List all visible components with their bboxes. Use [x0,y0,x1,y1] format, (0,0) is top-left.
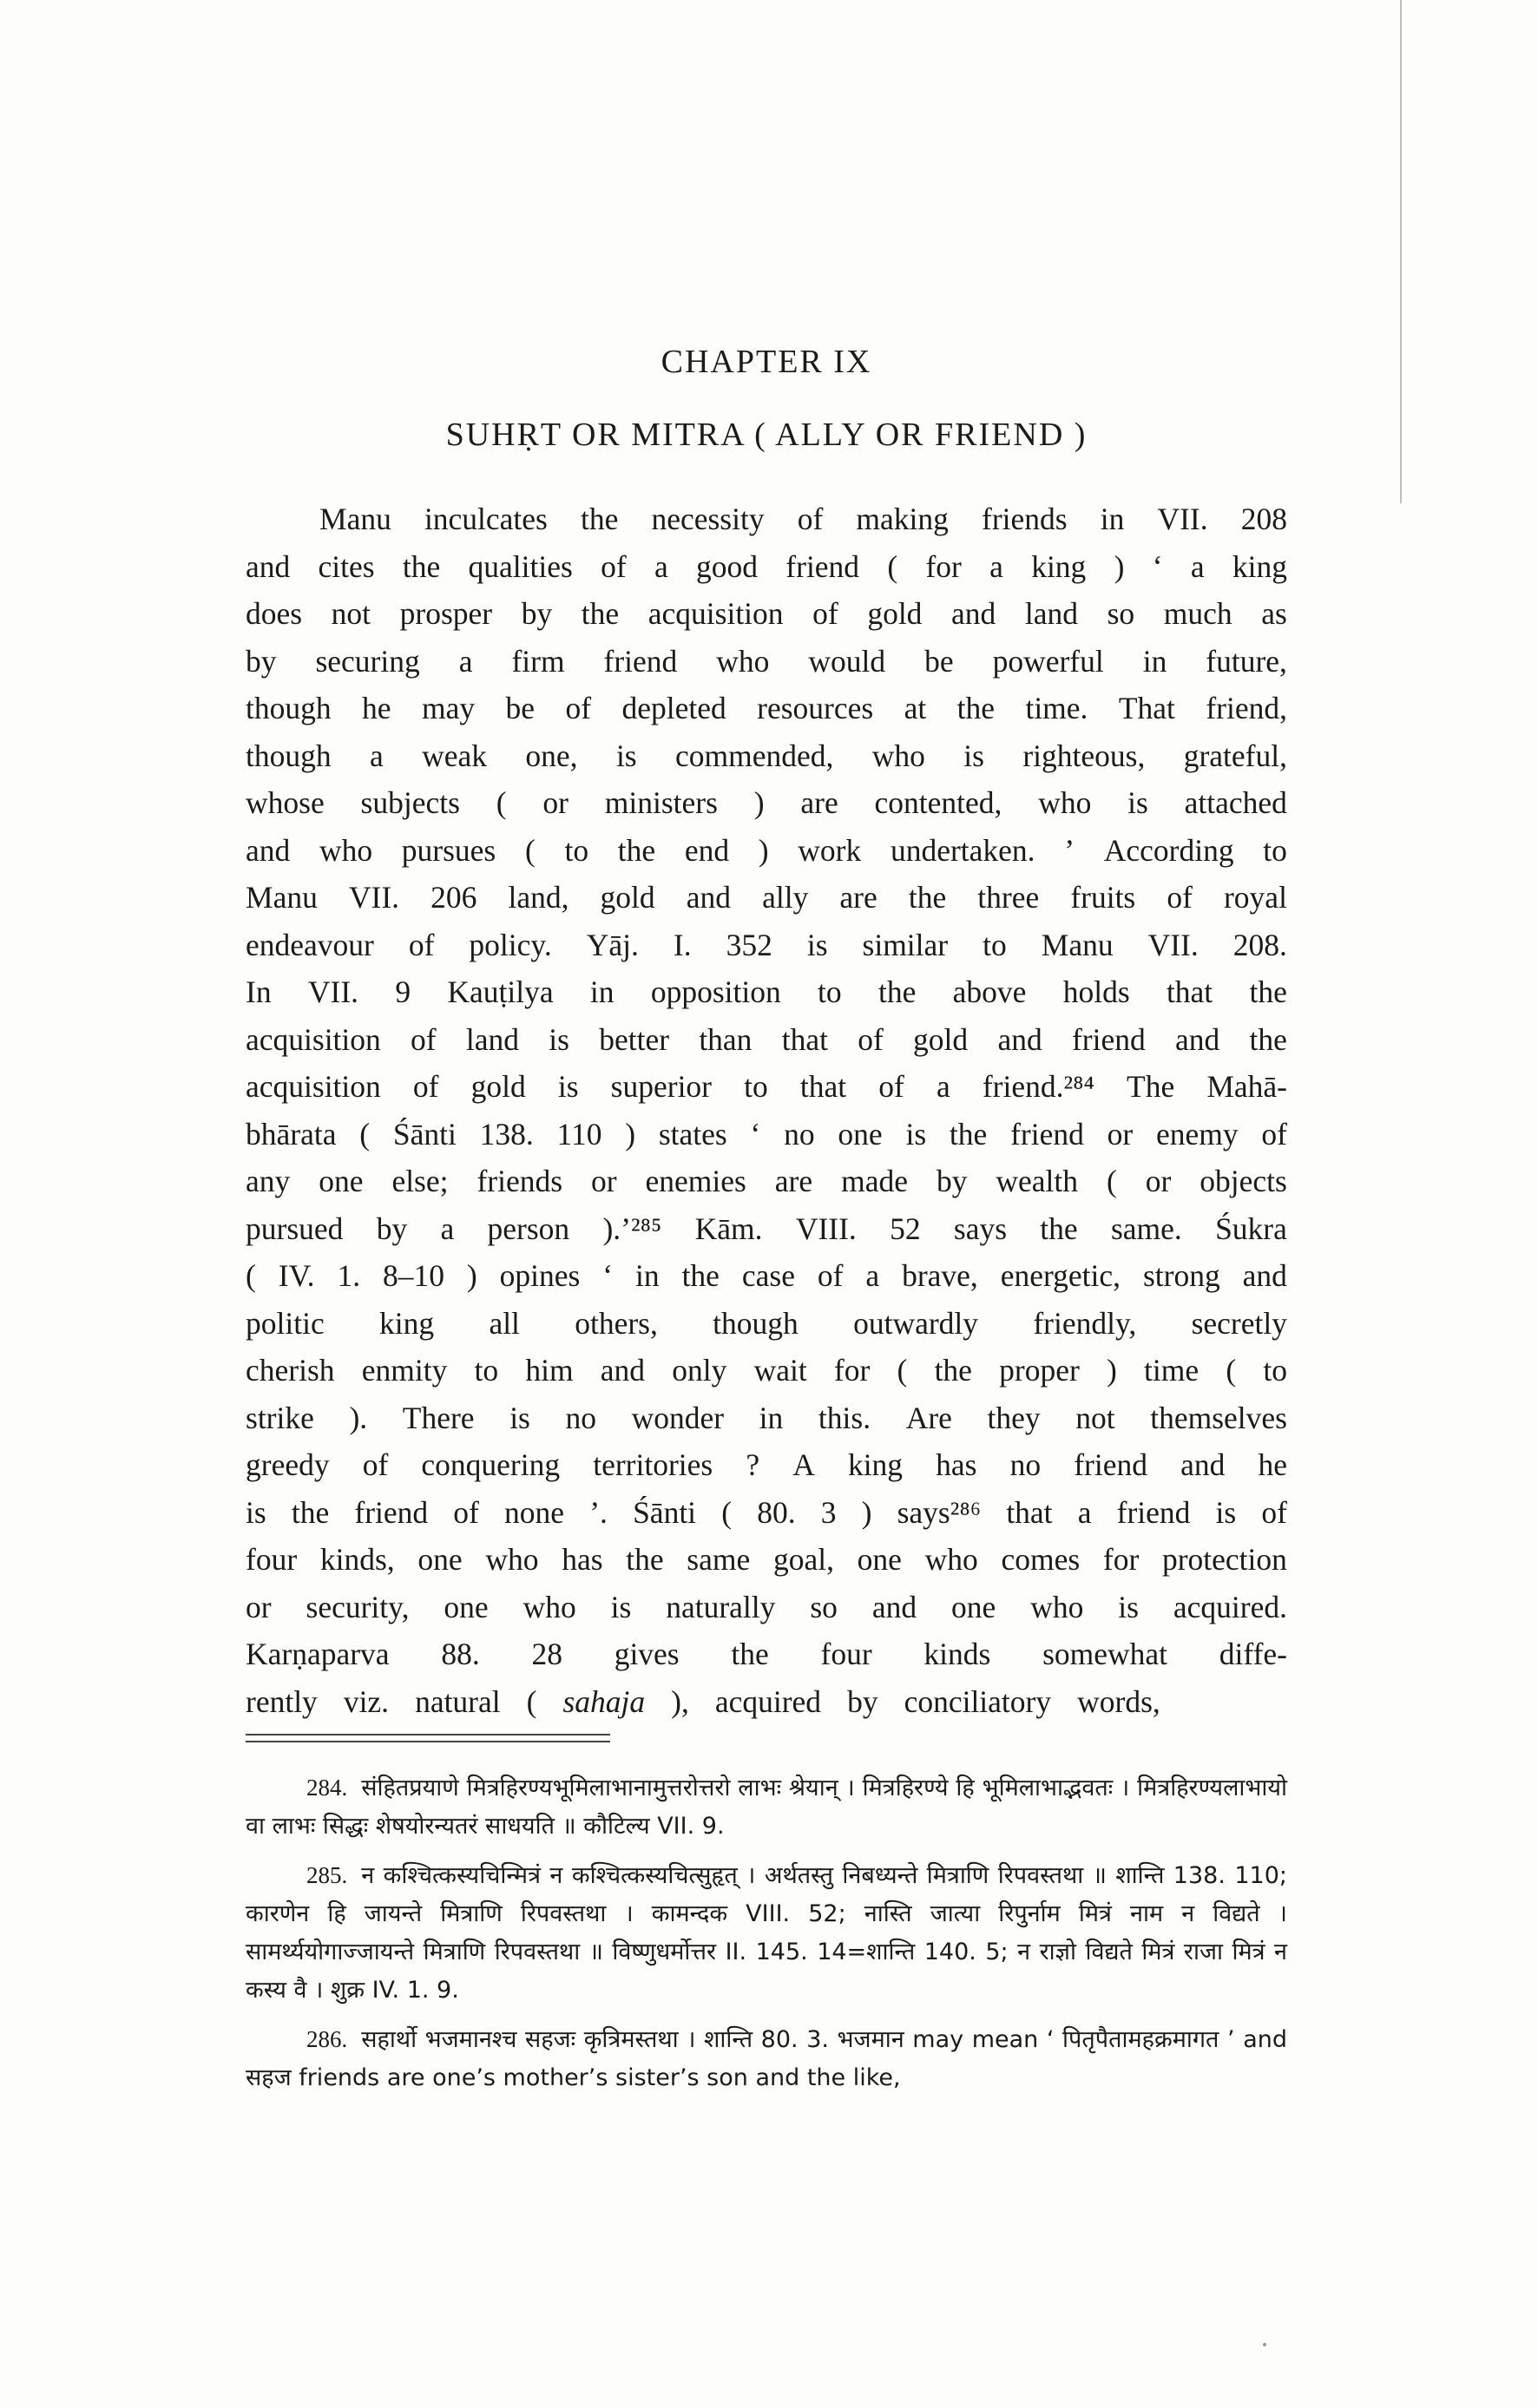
body-line: or security, one who is naturally so and one who is acquired. [246,1589,1287,1624]
body-line: Karṇaparva 88. 28 gives the four kinds somewhat diffe- [246,1637,1287,1671]
body-line: greedy of conquering territories ? A king has no friend and he [246,1447,1287,1482]
body-line: four kinds, one who has the same goal, one who comes for protection [246,1542,1287,1577]
body-line: acquisition of land is better than that of gold and friend and the [246,1021,1287,1057]
body-line: rently viz. natural ( sahaja ), acquired by conciliatory words, [246,1683,1160,1719]
body-line: though he may be of depleted resources at the time. That friend, [246,691,1287,725]
footnote-number: 285. [306,1862,348,1888]
body-line: endeavour of policy. Yāj. I. 352 is similar to Manu VII. 208. [246,927,1287,962]
body-line: and cites the qualities of a good friend ( for a king ) ‘ a king [246,548,1287,584]
chapter-heading: CHAPTER IX [661,344,872,380]
body-text [246,495,1287,1725]
body-line: does not prosper by the acquisition of gold and land so much as [246,596,1287,631]
body-line: politic king all others, though outwardly friendly, secretly [246,1305,1287,1341]
footnote-285 [246,1856,1287,2010]
footnotes [246,1768,1287,2097]
body-line: by securing a firm friend who would be powerful in future, [246,643,1287,679]
body-line: bhārata ( Śānti 138. 110 ) states ‘ no one is the friend or enemy of [246,1116,1287,1152]
chapter-title: SUHṚT OR MITRA ( ALLY OR FRIEND ) [445,417,1088,453]
footnote-286 [246,2020,1287,2097]
body-line: strike ). There is no wonder in this. Are they not themselves [246,1400,1287,1435]
body-line: any one else; friends or enemies are made by wealth ( or objects [246,1164,1287,1198]
footnote-text: संहितप्रयाणे मित्रहिरण्यभूमिलाभानामुत्तरोत्तरो लाभः श्रेयान् । मित्रहिरण्ये हि भूमिलाभाद्भवतः । मित्रहिरण्यलाभायो वा लाभः सिद्धः शेषयोरन्यतरं साधयति ॥ कौटिल्य VII. 9. [246,1775,1287,1840]
footnote-number: 284. [306,1775,348,1801]
footnote-number: 286. [306,2026,348,2052]
footnote-text: सहार्थो भजमानश्च सहजः कृत्रिमस्तथा । शान्ति 80. 3. भजमान may mean ‘ पितृपैतामहक्रमागत ’ and सहज friends are one’s mother’s sister’s son and the like, [246,2026,1287,2091]
body-line: and who pursues ( to the end ) work undertaken. ’ According to [246,832,1287,868]
book-page [246,343,1287,2108]
body-line: pursued by a person ).’²⁸⁵ Kām. VIII. 52 says the same. Śukra [246,1211,1287,1246]
body-line: is the friend of none ’. Śānti ( 80. 3 ) says²⁸⁶ that a friend is of [246,1494,1287,1530]
page-speck [1263,2343,1266,2346]
body-line: Manu inculcates the necessity of making friends in VII. 208 [319,502,1287,536]
footnote-rule [246,1734,610,1742]
body-line: ( IV. 1. 8–10 ) opines ‘ in the case of a brave, energetic, strong and [246,1258,1287,1293]
body-line: acquisition of gold is superior to that of a friend.²⁸⁴ The Mahā- [246,1069,1287,1104]
body-line: whose subjects ( or ministers ) are contented, who is attached [246,785,1287,820]
body-line: In VII. 9 Kauṭilya in opposition to the above holds that the [246,974,1287,1009]
body-line: Manu VII. 206 land, gold and ally are the three fruits of royal [246,880,1287,915]
body-line: cherish enmity to him and only wait for ( the proper ) time ( to [246,1353,1287,1388]
footnote-text: न कश्चित्कस्यचिन्मित्रं न कश्चित्कस्यचित्सुहृत् । अर्थतस्तु निबध्यन्ते मित्राणि रिपवस्तथा ॥ शान्ति 138. 110; कारणेन हि जायन्ते मित्राणि रिपवस्तथा । कामन्दक VIII. 52; नास्ति जात्या रिपुर्नाम मित्रं नाम न विद्यते । सामर्थ्ययोगाज्जायन्ते मित्राणि रिपवस्तथा ॥ विष्णुधर्मोत्तर II. 145. 14=शान्ति 140. 5; न राज्ञो विद्यते मित्रं राजा मित्रं न कस्य वै । शुक्र IV. 1. 9. [246,1862,1287,2004]
page-edge-line [1400,0,1402,503]
footnote-284 [246,1768,1287,1846]
body-line: though a weak one, is commended, who is righteous, grateful, [246,738,1287,773]
